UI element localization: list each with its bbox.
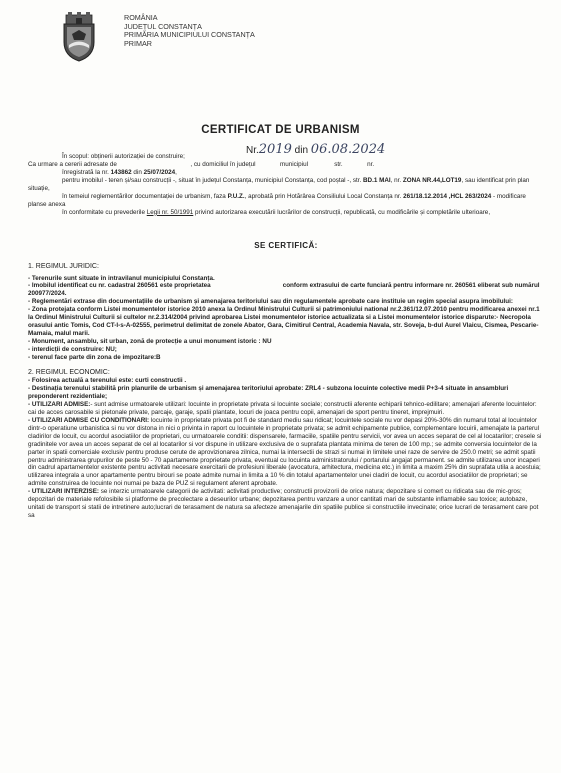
property-tail: , sau identificat prin plan situație, [28,176,530,192]
certificate-date: 06.08.2024 [310,142,386,157]
re-line-1: - Folosirea actuală a terenului este: curti constructii . [28,376,187,384]
basis-tail: - modificare planse anexa [28,192,526,208]
reg-text: înregistrată la nr. [62,168,111,176]
reg-comma: , [175,168,177,176]
basis-hcl-label: , aprobată prin Hotărârea Consiliului Local Constanța nr. [244,192,404,200]
re-line-5 [28,488,544,520]
re-line-3 [28,401,544,417]
reg-sep: din [131,168,144,176]
basis-hcl: 261/18.12.2014 ,HCL 263/2024 [403,192,492,200]
reg-number: 143862 [110,168,132,176]
issuer-header [124,14,255,48]
rj-line-2 [28,282,544,298]
re-line-4 [28,417,544,489]
header-office: PRIMAR [124,38,152,48]
re-interzise-text: se interzic urmatoarele categorii de activitati: activitati productive; constructii provizorii de orice natura; depozitare si comert cu ridicata sau de mic-gros; depozitari de materiale refolosibile si platforme de precolectare a deseurilor urbane; depozitarea pentru vanzare a unor cantitati mari de substante inflamabile sau toxice; autobaze, unitati de transport si statii de intretinere auto;lucrari de terasament de natura sa afecteze amenajarile din spatiile publice si constructiile invecinate; orice lucrari de terasament care pot sa [28,488,539,520]
property-street: BD.1 MAI [363,176,391,184]
law-text: în conformitate cu prevederile [62,208,147,216]
re-conditionari-label: - UTILIZARI ADMISE CU CONDITIONARI: [28,416,150,424]
section-title: SE CERTIFICĂ: [254,240,318,250]
re-admise-label: - UTILIZARI ADMISE: [28,400,91,408]
regim-juridic-heading: 1. REGIMUL JURIDIC: [28,262,99,270]
intro-basis [28,193,544,209]
header-country: ROMÂNIA [124,13,158,22]
number-date-sep: din [294,145,309,156]
header-city-hall: PRIMĂRIA MUNICIPIULUI CONSTANȚA [124,30,255,40]
basis-text: în temeiul reglementărilor documentației de urbanism, faza [62,192,228,200]
rj-line-4: - Zona protejata conform Listei monumentelor istorice 2010 anexa la Ordinul Ministrului Culturii si patrimoniului national nr.2.361/12.07.2010 pentru modificarea anexei nr.1 la Ordinul Ministrului Culturii si cultelor nr.2.314/2004 privind aprobarea Listei monumentelor istorice actualizata si a Listei monumentelor istorice disparute:- Necropola orasului antic Tomis, Cod CT-I-s-A-02555, perimetrul delimitat de zonele Abator, Gara, Cimitirul Central, Academia Navala, str. Soveja, b-dul Aurel Vlaicu, Cismea, Pescarie-Mamaia, malul marii. [28,306,540,338]
rj-line-6: - interdicții de construire: NU; [28,346,117,354]
law-tail: privind autorizarea executării lucrărilor de construcții, republicată, cu modificările și completările ulterioare, [193,208,491,216]
reg-date: 25/07/2024 [143,168,176,176]
re-line-2: - Destinația terenului stabilită prin planurile de urbanism și amenajarea teritoriului aprobate: ZRL4 - subzona locuinte colective medii P+3-4 situate in ansambluri preponderent rezidentiale; [28,384,509,400]
intro-purpose: În scopul: obținerii autorizației de construire; [62,153,185,160]
rj-cf-text: conform extrasului de carte funciară pentru informare nr. 260561 eliberat sub numărul 200977/2024. [28,282,540,298]
rj-line-5: - Monument, ansamblu, sit urban, zonă de protecție a unui monument istoric : NU [28,338,272,346]
document-title: CERTIFICAT DE URBANISM [201,124,360,136]
rj-line-1: - Terenurile sunt situate în intravilanul municipiului Constanța. [28,274,215,282]
intro-law [28,209,544,217]
basis-phase: P.U.Z. [227,192,245,200]
re-admise-text: - sunt admise urmatoarele utilizari: locuinte in proprietate privata si locuinte sociale; constructii aferente echiparii tehnico-edilitare; amenajari aferente locuintelor: cai de acces carosabile si pietonale private, parcaje, garaje, spatii plantate, locuri de joaca pentru copii, amenajari de sport pentru tineret, imprejmuiri. [28,400,537,416]
rj-owner-label: - Imobilul identificat cu nr. cadastral 260561 este proprietatea [28,282,211,290]
law-link[interactable]: Legii nr. 50/1991 [146,208,194,216]
header-county: JUDEȚUL CONSTANȚA [124,21,202,31]
property-text: pentru imobilul - teren și/sau construcții -, situat în județul Constanța, municipiul Constanța, cod poștal -, str. [62,176,363,184]
re-interzise-label: - UTILIZARI INTERZISE: [28,488,100,496]
intro-registration [28,169,544,177]
intro-property [28,177,544,193]
coat-of-arms-icon [58,12,100,62]
rj-line-3: - Reglementări extrase din documentațiile de urbanism și amenajarea teritoriului sau din regulamentele aprobate care instituie un regim special asupra imobilului: [28,298,513,306]
document-body [28,153,544,520]
intro-request: Ca urmare a cererii adresate de , cu domiciliul în județul municipiul str. nr. [28,160,375,168]
re-conditionari-text: locuinte in proprietate privata pot fi de standard mediu sau ridicat; locuintele sociale nu vor depasi 20%-30% din numarul total al locuintelor dintr-o operatiune urbanistica si nu vor distona in nici o privinta in raport cu locuintele in proprietate privata; se admit echipamente publice, complementare locuirii, amenajate la parterul cladirilor de locuit, cu acordul asociatiilor de proprietari, cu urmatoarele conditii: dispensarele, farmaciile, spatiile pentru servicii, vor avea un acces separat de cel al locatarilor; cresele si gradinitele vor avea un acces separat de cel al locatarilor si vor dispune in utilizare exclusiva de o suprafata plantata minima de teren de 100 mp.; se admite conversia locuintelor de la parter in spatii comerciale exclusiv pentru produse cerute de aprovizionarea zilnica, numai la intersectii de strazi si numai in limitele unei raze de servire de 250.0 metri; se admit spatii pentru administrarea grupurilor de peste 50 - 70 apartamente proprietate privata, eventual cu locuinta administratorului / portarului angajat permanent. se admite utilizarea unor incaperi din cadrul apartamentelor existente pentru activitati necesare exercitarii de profesiuni liberale (avocatura, arhitectura, medicina etc.) in limita a maxim 25% din suprafata utila a acestuia; utilizarea integrala a unor apartamente pentru birouri se poate admite numai in limita a 10 % din totalul apartamentelor unei cladiri de locuit, cu acordul asociatiilor de proprietari; se admite construirea de locuinte noi numai pe baza de PUZ si regulament aferent aprobate. [28,416,542,488]
certificate-number: 2019 [258,142,292,157]
property-zone: ZONA NR.44,LOT19 [402,176,462,184]
number-prefix: Nr. [246,145,259,156]
rj-line-7: - terenul face parte din zona de impozitare:B [28,354,161,362]
regim-economic-heading: 2. REGIMUL ECONOMIC: [28,369,110,377]
property-nr-label: , nr. [390,176,403,184]
